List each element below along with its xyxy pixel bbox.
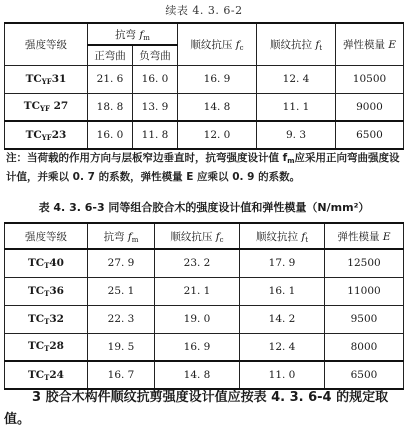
note-subscript: m — [287, 157, 295, 165]
grade-cell — [5, 249, 88, 277]
tension-cell: 9. 3 — [257, 121, 336, 149]
grade-number: 28 — [49, 340, 64, 353]
table-row — [5, 65, 404, 93]
pos-bending-cell: 16. 0 — [88, 121, 133, 149]
bending-cell: 27. 9 — [88, 249, 155, 277]
grade-subscript: T — [44, 316, 50, 326]
header-compression-subscript: c — [239, 43, 244, 52]
grade-prefix: TC — [27, 340, 45, 353]
grade-cell — [5, 277, 88, 305]
header-bending-symbol: f — [127, 230, 132, 243]
tension-cell: 11. 1 — [257, 93, 336, 121]
grade-number: 36 — [49, 284, 64, 297]
modulus-cell: 8000 — [325, 333, 404, 361]
compression-cell: 21. 1 — [155, 277, 240, 305]
grade-number: 24 — [49, 368, 64, 381]
tension-cell: 16. 1 — [240, 277, 325, 305]
header-modulus-label: 弹性模量 — [342, 38, 385, 51]
neg-bending-cell: 11. 8 — [133, 121, 178, 149]
header-bending — [88, 223, 155, 249]
header-grade: 强度等级 — [5, 23, 88, 65]
grade-subscript: YF — [39, 104, 50, 114]
header-compression-symbol: f — [235, 38, 240, 51]
grade-cell — [5, 65, 88, 93]
table-row — [5, 121, 404, 149]
header-neg-bending: 负弯曲 — [133, 45, 178, 65]
header-compression-label: 顺纹抗压 — [170, 230, 213, 243]
grade-number: 40 — [49, 256, 64, 269]
note-text-rest: 应采用正向弯曲强度设计值，并乘以 0. 7 的系数，弹性模量 E 应乘以 0. 9 的系数。 — [6, 152, 400, 183]
continued-table-caption: 续表 4. 3. 6-2 — [165, 4, 243, 17]
compression-cell: 19. 0 — [155, 305, 240, 333]
tension-cell: 12. 4 — [240, 333, 325, 361]
table-note — [6, 150, 402, 185]
table-row — [5, 361, 404, 389]
table-row — [5, 305, 404, 333]
grade-prefix: TC — [27, 284, 45, 297]
header-compression — [178, 23, 257, 65]
table-caption: 表 4. 3. 6-3 同等组合胶合木的强度设计值和弹性模量（N/mm²） — [38, 201, 370, 214]
table-row — [5, 277, 404, 305]
grade-subscript: YF — [41, 132, 52, 142]
header-tension — [257, 23, 336, 65]
table-row — [5, 93, 404, 121]
table-row — [5, 333, 404, 361]
bending-cell: 25. 1 — [88, 277, 155, 305]
header-compression-symbol: f — [215, 230, 220, 243]
header-tension-subscript: t — [305, 235, 309, 244]
grade-cell — [5, 333, 88, 361]
grade-subscript: T — [44, 344, 50, 354]
modulus-cell: 6500 — [336, 121, 404, 149]
bending-cell: 16. 7 — [88, 361, 155, 389]
header-bending-label: 抗弯 — [115, 28, 137, 41]
header-modulus-label: 弹性模量 — [337, 230, 380, 243]
header-tension — [240, 223, 325, 249]
header-modulus — [336, 23, 404, 65]
grade-prefix: TC — [27, 312, 45, 325]
header-tension-label: 顺纹抗拉 — [269, 38, 312, 51]
note-text: 注：当荷载的作用方向与层板窄边垂直时，抗弯强度设计值 f — [6, 152, 288, 164]
compression-cell: 14. 8 — [178, 93, 257, 121]
modulus-cell: 6500 — [325, 361, 404, 389]
header-bending — [88, 23, 178, 45]
grade-prefix: TC — [25, 72, 42, 85]
table-row — [5, 249, 404, 277]
grade-subscript: YF — [41, 76, 52, 86]
modulus-cell: 12500 — [325, 249, 404, 277]
table-4-3-6-2-continued — [4, 22, 404, 150]
header-bending-label: 抗弯 — [103, 230, 125, 243]
header-modulus-symbol: E — [388, 38, 396, 51]
grade-cell — [5, 305, 88, 333]
header-tension-symbol: f — [301, 230, 306, 243]
header-bending-subscript: m — [143, 33, 150, 42]
body-paragraph: 3 胶合木构件顺纹抗剪强度设计值应按表 4. 3. 6-4 的规定取值。 — [4, 390, 389, 427]
header-compression — [155, 223, 240, 249]
table-4-3-6-3 — [4, 222, 404, 390]
compression-cell: 14. 8 — [155, 361, 240, 389]
compression-cell: 23. 2 — [155, 249, 240, 277]
header-bending-symbol: f — [139, 28, 144, 41]
modulus-cell: 9000 — [336, 93, 404, 121]
header-modulus-symbol: E — [382, 230, 391, 243]
grade-subscript: T — [44, 260, 50, 270]
header-compression-label: 顺纹抗压 — [190, 38, 233, 51]
pos-bending-cell: 18. 8 — [88, 93, 133, 121]
header-pos-bending: 正弯曲 — [88, 45, 133, 65]
grade-cell — [5, 93, 88, 121]
tension-cell: 12. 4 — [257, 65, 336, 93]
grade-number: 27 — [49, 100, 69, 113]
compression-cell: 12. 0 — [178, 121, 257, 149]
grade-number: 23 — [51, 128, 67, 141]
neg-bending-cell: 13. 9 — [133, 93, 178, 121]
grade-prefix: TC — [27, 256, 45, 269]
grade-cell — [5, 361, 88, 389]
header-tension-subscript: t — [319, 43, 323, 52]
tension-cell: 17. 9 — [240, 249, 325, 277]
neg-bending-cell: 16. 0 — [133, 65, 178, 93]
bending-cell: 19. 5 — [88, 333, 155, 361]
grade-cell — [5, 121, 88, 149]
grade-number: 32 — [49, 312, 64, 325]
pos-bending-cell: 21. 6 — [88, 65, 133, 93]
compression-cell: 16. 9 — [178, 65, 257, 93]
grade-prefix: TC — [23, 100, 40, 113]
grade-number: 31 — [51, 72, 67, 85]
grade-prefix: TC — [25, 128, 42, 141]
tension-cell: 14. 2 — [240, 305, 325, 333]
grade-subscript: T — [44, 372, 50, 382]
header-grade: 强度等级 — [5, 223, 88, 249]
tension-cell: 11. 0 — [240, 361, 325, 389]
compression-cell: 16. 9 — [155, 333, 240, 361]
header-tension-symbol: f — [315, 38, 320, 51]
header-tension-label: 顺纹抗拉 — [255, 230, 298, 243]
modulus-cell: 10500 — [336, 65, 404, 93]
bending-cell: 22. 3 — [88, 305, 155, 333]
header-bending-subscript: m — [131, 235, 139, 244]
modulus-cell: 11000 — [325, 277, 404, 305]
modulus-cell: 9500 — [325, 305, 404, 333]
grade-prefix: TC — [27, 368, 45, 381]
header-compression-subscript: c — [219, 235, 224, 244]
header-modulus — [325, 223, 404, 249]
grade-subscript: T — [44, 288, 50, 298]
